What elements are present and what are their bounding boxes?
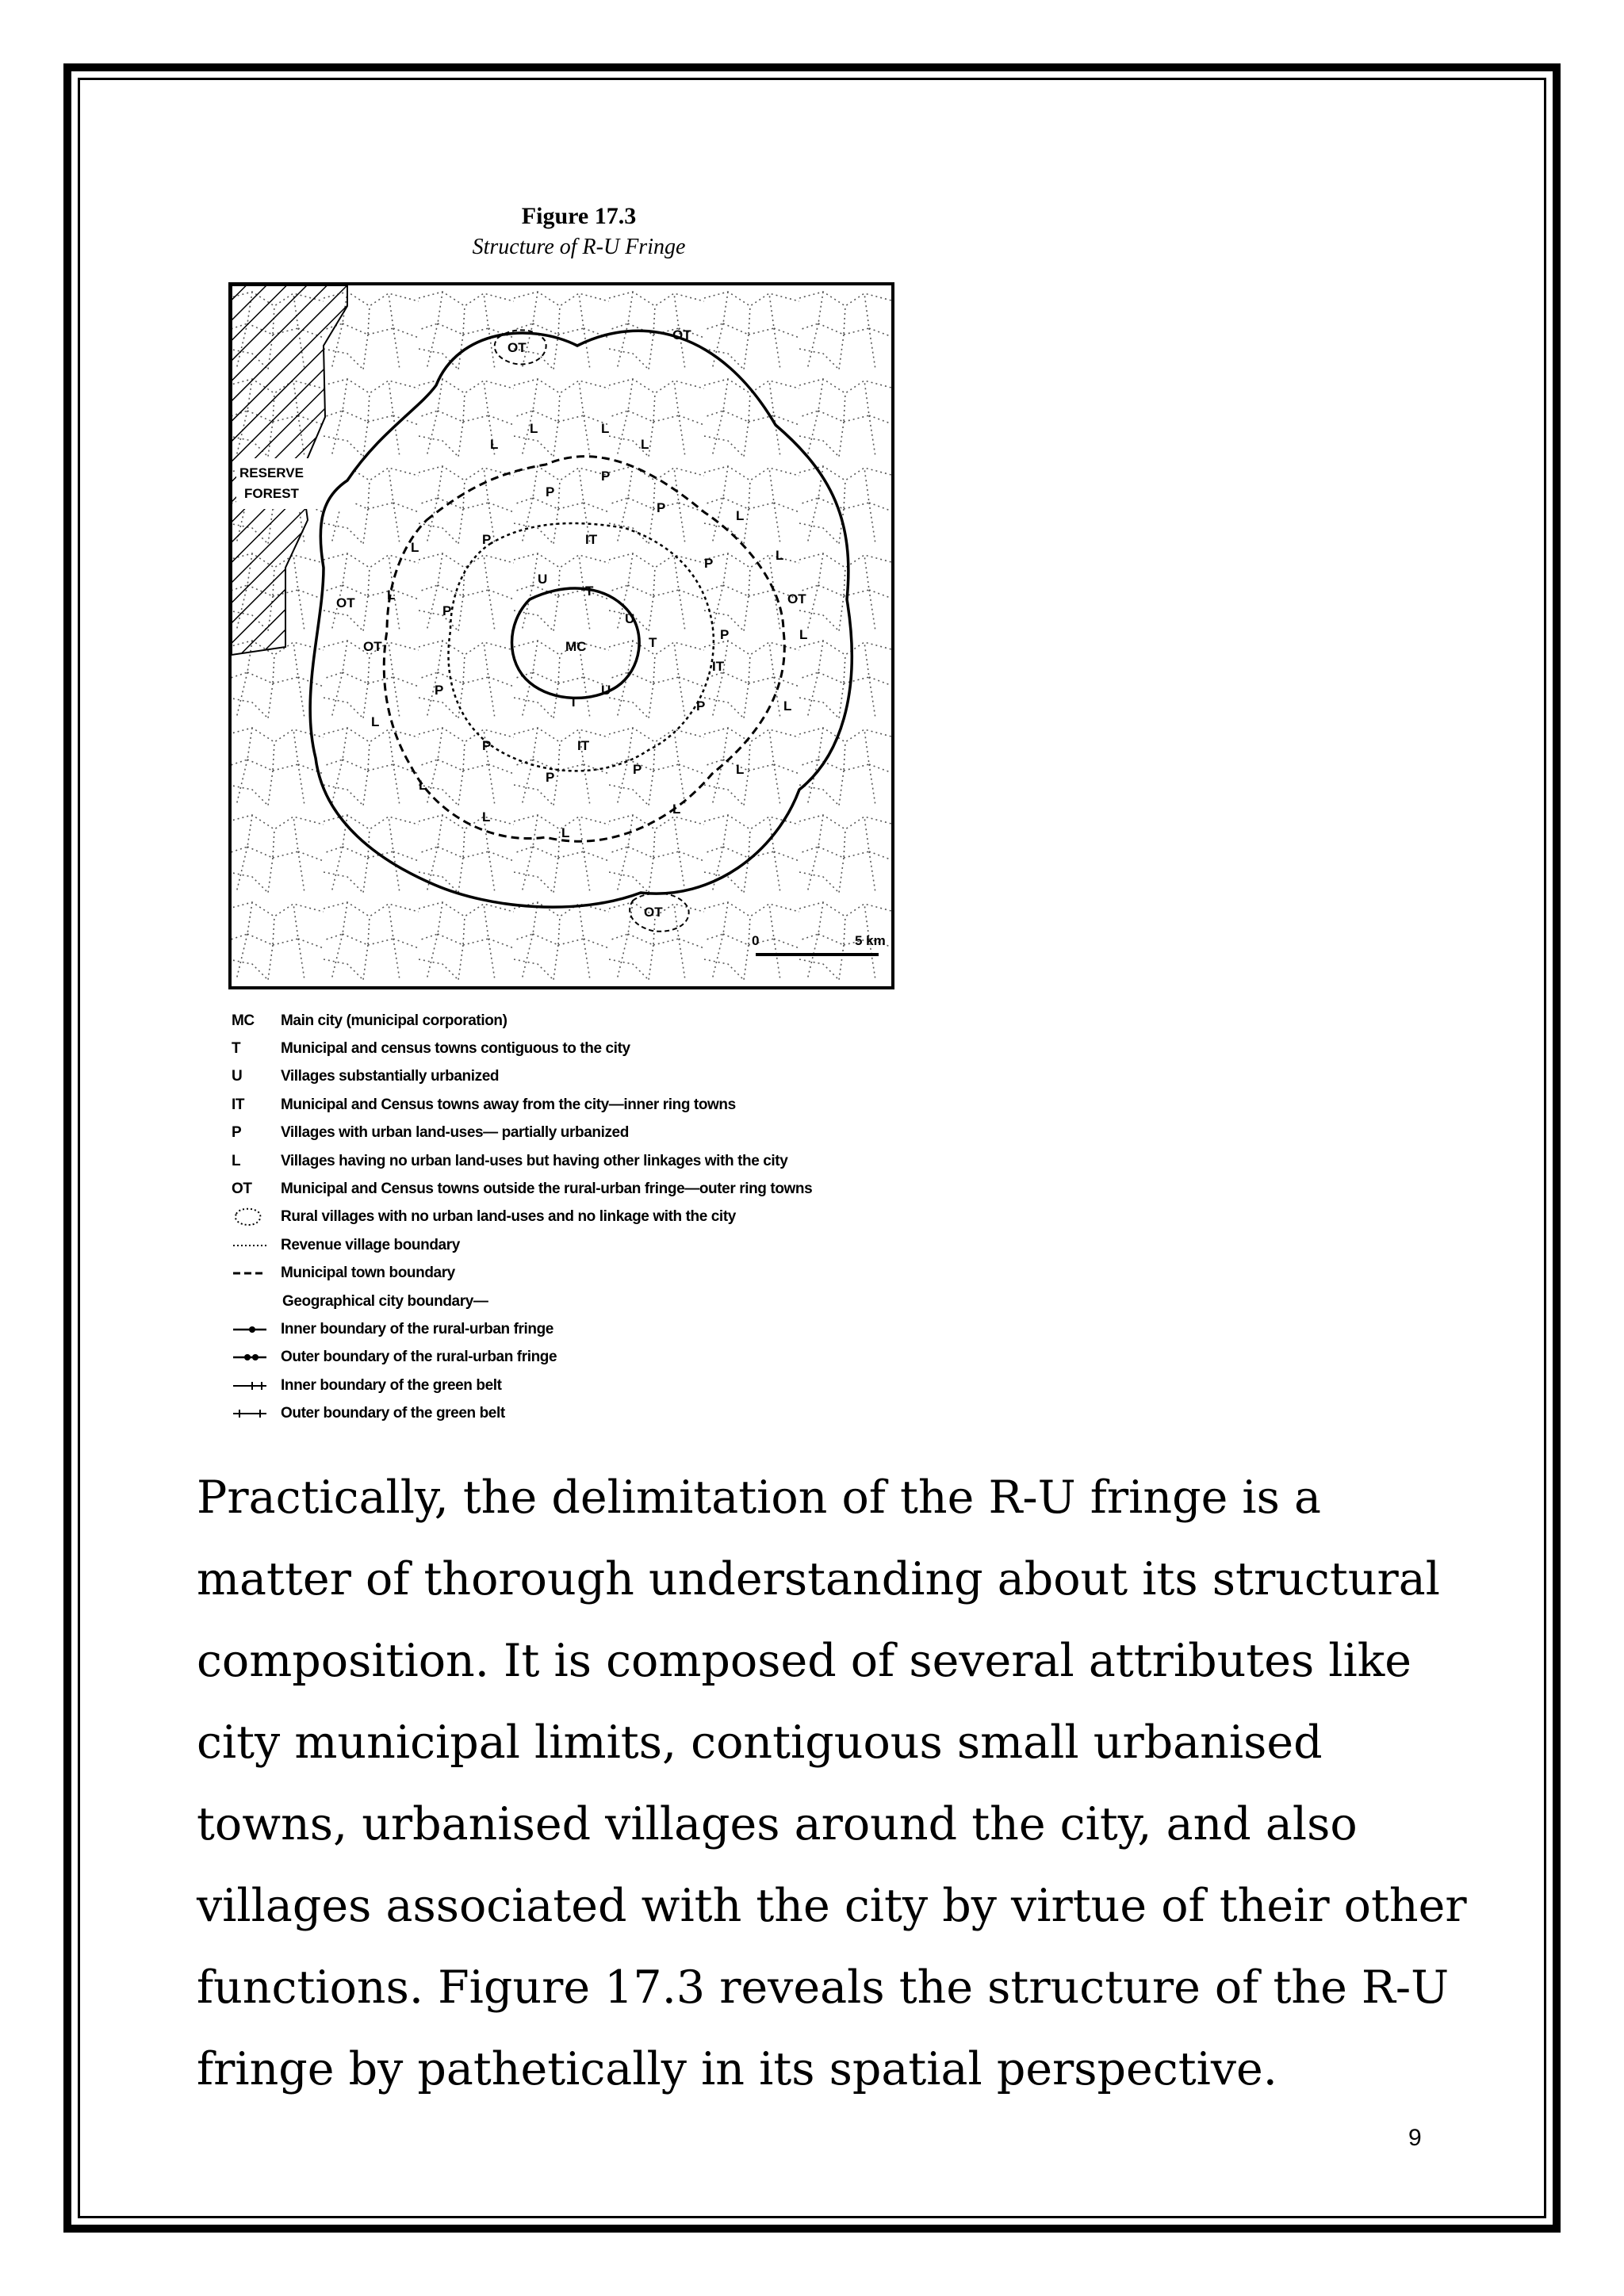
svg-text:P: P [657, 500, 666, 515]
legend-code: OT [232, 1181, 252, 1198]
legend-item-municipal-boundary [232, 1260, 945, 1288]
svg-text:P: P [720, 627, 730, 642]
paragraph-line: matter of thorough understanding about its structural [197, 1553, 1440, 1605]
legend-item-outer-green-belt [232, 1399, 945, 1427]
legend-text: Municipal and census towns contiguous to the city [281, 1040, 630, 1058]
svg-text:L: L [776, 548, 784, 563]
inner-fringe-symbol [232, 1325, 268, 1334]
legend-code: IT [232, 1096, 245, 1113]
legend-text: Inner boundary of the green belt [281, 1376, 502, 1394]
legend-code: T [232, 1040, 241, 1058]
reserve-forest-label-line2: FOREST [244, 486, 299, 501]
svg-text:P: P [601, 469, 611, 484]
legend-text: Municipal town boundary [281, 1265, 455, 1282]
main-city-label: MC [565, 639, 587, 654]
reserve-forest-label-line1: RESERVE [239, 465, 304, 480]
legend-text: Municipal and Census towns outside the rural-urban fringe—outer ring towns [281, 1181, 813, 1198]
svg-text:T: T [649, 635, 657, 650]
outer-green-belt-symbol [232, 1409, 268, 1418]
dashed-line-symbol [232, 1269, 268, 1277]
paragraph-line: fringe by pathetically in its spatial perspective. [197, 2043, 1277, 2095]
svg-text:P: P [704, 556, 714, 571]
legend-item-inner-fringe [232, 1315, 945, 1343]
svg-text:L: L [799, 627, 808, 642]
paragraph-line: functions. Figure 17.3 reveals the structure of the R-U [197, 1961, 1450, 2014]
figure-title: Figure 17.3 [521, 203, 637, 229]
legend-text: Villages having no urban land-uses but having other linkages with the city [281, 1152, 788, 1169]
svg-text:L: L [561, 825, 570, 840]
legend-item-outer-fringe [232, 1344, 945, 1372]
outer-fringe-symbol [232, 1353, 268, 1362]
svg-text:P: P [435, 683, 444, 698]
legend-item-p [232, 1119, 945, 1147]
svg-text:P: P [696, 698, 706, 714]
svg-text:IT: IT [712, 659, 725, 674]
svg-text:L: L [641, 437, 649, 452]
svg-text:L: L [411, 540, 419, 555]
legend-code: L [232, 1152, 241, 1169]
scale-start-label: 0 [752, 933, 760, 948]
scale-end-label: 5 km [855, 933, 886, 948]
legend-text: Geographical city boundary— [282, 1292, 488, 1310]
legend-text: Rural villages with no urban land-uses and no linkage with the city [281, 1208, 736, 1226]
figure-17-3 [214, 198, 944, 1451]
svg-text:P: P [633, 762, 642, 777]
legend-text: Inner boundary of the rural-urban fringe [281, 1320, 553, 1337]
svg-text:OT: OT [363, 639, 382, 654]
svg-text:L: L [783, 698, 792, 714]
paragraph-line: towns, urbanised villages around the city, and also [197, 1798, 1358, 1850]
legend-code: MC [232, 1012, 255, 1029]
legend-text: Main city (municipal corporation) [281, 1012, 508, 1029]
svg-text:P: P [546, 484, 555, 499]
rural-village-symbol [232, 1206, 266, 1228]
svg-text:IT: IT [585, 532, 598, 547]
legend-item-u [232, 1063, 945, 1091]
legend-code: P [232, 1124, 242, 1142]
paragraph-line: villages associated with the city by virtue of their other [197, 1880, 1467, 1932]
page-number: 9 [1408, 2125, 1422, 2151]
fringe-map [228, 282, 894, 989]
legend-text: Villages substantially urbanized [281, 1068, 500, 1085]
svg-text:L: L [672, 802, 681, 817]
svg-text:L: L [530, 421, 538, 436]
svg-text:P: P [442, 603, 452, 618]
svg-text:L: L [736, 762, 745, 777]
legend-item-rural-village [232, 1203, 945, 1231]
paragraph-line: composition. It is composed of several attributes like [197, 1635, 1412, 1687]
svg-text:L: L [387, 587, 396, 603]
svg-text:T: T [585, 584, 594, 599]
legend-item-revenue-boundary [232, 1231, 945, 1259]
dotted-line-symbol [232, 1242, 268, 1249]
svg-text:U: U [601, 683, 611, 698]
legend-item-geographical-boundary [232, 1288, 945, 1315]
svg-text:L: L [482, 809, 491, 825]
inner-green-belt-symbol [232, 1381, 268, 1391]
legend-item-ot [232, 1175, 945, 1203]
svg-text:P: P [546, 770, 555, 785]
paragraph-line: city municipal limits, contiguous small urbanised [197, 1716, 1323, 1769]
legend [232, 1007, 945, 1428]
svg-text:P: P [482, 738, 492, 753]
figure-subtitle: Structure of R-U Fringe [472, 235, 686, 259]
legend-item-inner-green-belt [232, 1372, 945, 1399]
legend-item-mc [232, 1007, 945, 1035]
svg-text:L: L [490, 437, 499, 452]
map-frame [230, 284, 893, 988]
legend-text: Villages with urban land-uses— partially urbanized [281, 1124, 629, 1142]
legend-item-it [232, 1091, 945, 1119]
svg-text:P: P [482, 532, 492, 547]
legend-code: U [232, 1068, 243, 1085]
svg-text:L: L [419, 778, 427, 793]
legend-text: Revenue village boundary [281, 1236, 460, 1253]
legend-text: Outer boundary of the green belt [281, 1405, 505, 1422]
svg-text:U: U [625, 611, 635, 626]
paragraph-line: Practically, the delimitation of the R-U fringe is a [197, 1471, 1322, 1524]
svg-text:L: L [736, 508, 745, 523]
svg-text:OT: OT [508, 340, 527, 355]
svg-text:L: L [601, 421, 610, 436]
svg-text:IT: IT [577, 738, 590, 753]
svg-text:OT: OT [672, 327, 691, 342]
svg-text:OT: OT [787, 591, 806, 607]
body-paragraph [197, 1457, 1467, 2110]
svg-text:T: T [569, 695, 578, 710]
svg-text:U: U [538, 572, 548, 587]
svg-text:L: L [371, 714, 380, 729]
legend-item-l [232, 1147, 945, 1175]
svg-text:OT: OT [644, 905, 663, 920]
legend-item-t [232, 1035, 945, 1062]
svg-text:OT: OT [336, 595, 355, 610]
legend-text: Municipal and Census towns away from the city—inner ring towns [281, 1096, 736, 1113]
legend-text: Outer boundary of the rural-urban fringe [281, 1349, 557, 1366]
